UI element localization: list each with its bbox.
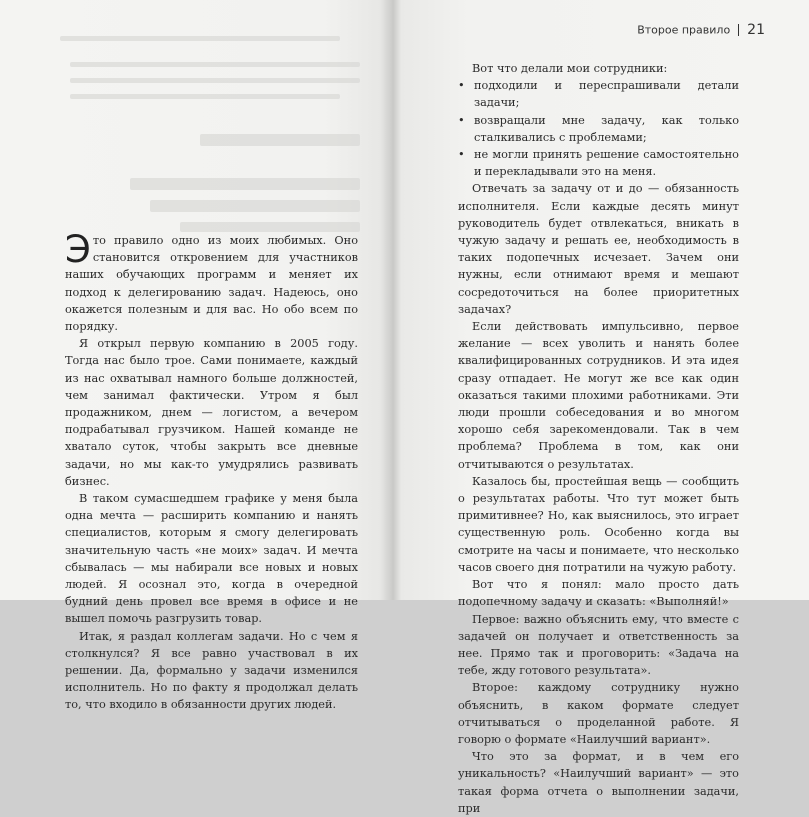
- show-through-line: [60, 36, 340, 41]
- paragraph: Отвечать за задачу от и до — обязанность исполнителя. Если каждые десять минут руководитель будет отвлекаться, вникать в чужую задачу и решать ее, необходимость в таких подопечных исчезает. Зачем они нужны, если отнимают время и мешают сосредоточиться на более приоритетных задачах?: [458, 182, 739, 316]
- paragraph: Вот что я понял: мало просто дать подопечному задачу и сказать: «Выполняй!»: [458, 578, 739, 609]
- paragraph: Что это за формат, и в чем его уникальность? «Наилучший вариант» — это такая форма отчета о выполнении задачи, при: [458, 750, 739, 815]
- show-through-heading: [150, 200, 360, 212]
- paragraph: Второе: каждому сотруднику нужно объяснить, в каком формате следует отчитываться о проделанной работе. Я говорю о формате «Наилучший вариант».: [458, 681, 739, 746]
- show-through-heading: [180, 222, 360, 232]
- show-through-line: [70, 62, 360, 67]
- running-header: [637, 22, 765, 38]
- bullet-list: [458, 77, 739, 180]
- header-divider: [738, 24, 739, 36]
- left-page: [0, 0, 392, 712]
- running-header-title: Второе правило: [637, 23, 731, 37]
- bullet-item: • возвращали мне задачу, как только сталкивались с проблемами;: [458, 112, 739, 146]
- paragraph: Вот что делали мои сотрудники:: [472, 62, 668, 75]
- paragraph: Первое: важно объяснить ему, что вместе с задачей он получает и ответственность за нее. Прямо так и проговорить: «Задача на тебе, жду готового результата».: [458, 612, 739, 678]
- paragraph: Если действовать импульсивно, первое желание — всех уволить и нанять более квалифицированных сотрудников. И эта идея сразу отпадает. Не могут же все как один оказаться такими плохими работниками. Эти люди прошли собеседования и во многом хорошо себя зарекомендовали. Так в чем проблема? Проблема в том, как они отчитываются о результатах.: [458, 320, 739, 471]
- left-page-body: [65, 228, 358, 714]
- paragraph: В таком сумасшедшем графике у меня была одна мечта — расширить компанию и нанять специалистов, которым я смогу делегировать значительную часть «не моих» задач. И мечта сбывалась — мы набирали все новых и новых людей. Я осознал это, когда в очередной будний день провел все время в офисе и не вышел помочь разгрузить товар.: [65, 492, 358, 626]
- bullet-item: • подходили и переспрашивали детали задачи;: [458, 77, 739, 111]
- show-through-line: [70, 94, 340, 99]
- paragraph: Казалось бы, простейшая вещь — сообщить о результатах работы. Что тут может быть примитивнее? Но, как выяснилось, это играет существенную роль. Особенно когда вы смотрите на часы и понимаете, что несколько часов своего дня потратили на чужую работу.: [458, 474, 739, 574]
- bullet-item: • не могли принять решение самостоятельно и перекладывали это на меня.: [458, 146, 739, 180]
- right-page-body: [458, 60, 739, 817]
- paragraph: Я открыл первую компанию в 2005 году. Тогда нас было трое. Сами понимаете, каждый из нас охватывал намного больше должностей, чем занимал фактически. Утром я был продажником, днем — логистом, а вечером подрабатывал грузчиком. Нашей команде не хватало суток, чтобы закрыть все дневные задачи, но мы как-то умудрялись развивать бизнес.: [65, 337, 358, 488]
- paragraph-text: то правило одно из моих любимых. Оно становится откровением для участников наших обучающих программ и меняет их подход к делегированию задач. Надеюсь, оно окажется полезным и для вас. Но обо всем по порядку.: [65, 234, 358, 334]
- show-through-heading: [130, 178, 360, 190]
- page-number: 21: [747, 22, 765, 38]
- drop-cap: Э: [65, 228, 91, 271]
- paragraph: [65, 228, 358, 335]
- show-through-heading: [200, 134, 360, 146]
- paragraph: Итак, я раздал коллегам задачи. Но с чем я столкнулся? Я все равно участвовал в их решении. Да, формально у задачи изменился исполнитель. Но по факту я продолжал делать то, что входило в обязанности других людей.: [65, 629, 358, 712]
- show-through-line: [70, 78, 360, 83]
